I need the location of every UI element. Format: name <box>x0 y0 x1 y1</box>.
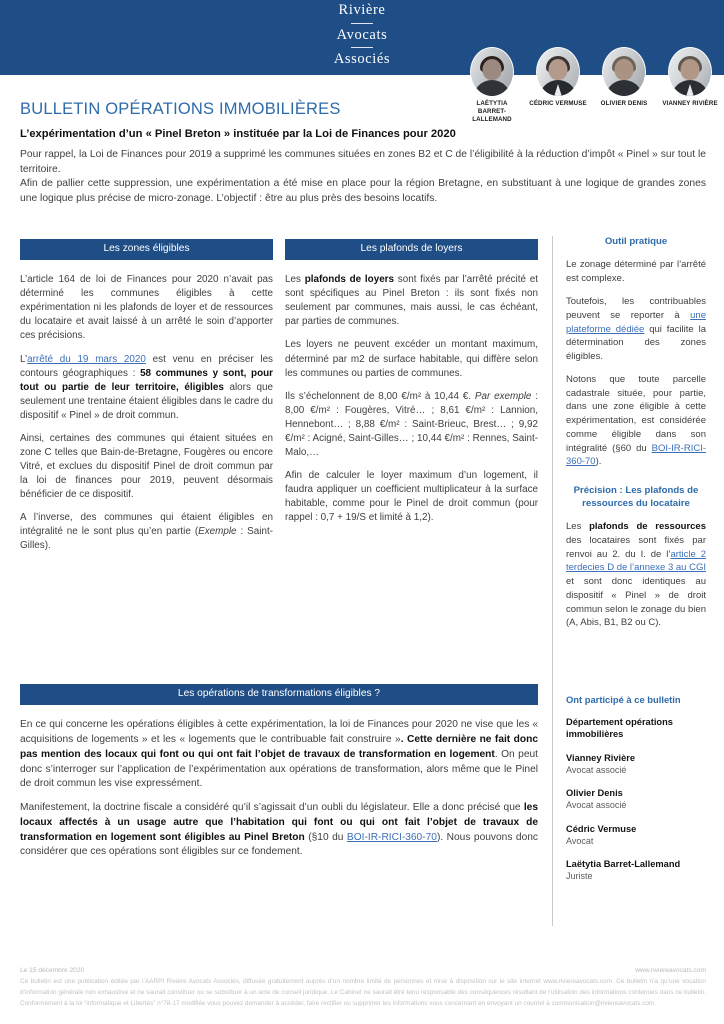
text-fragment: Les <box>285 274 305 286</box>
link-plateforme-dediee[interactable]: une plateforme dédiée <box>566 309 706 335</box>
text-fragment: Les <box>566 521 590 533</box>
sidebar-heading-outil-pratique: Outil pratique <box>604 236 668 247</box>
paragraph <box>285 390 538 460</box>
sidebar-heading-precision-line1: Précision : Les plafonds de <box>573 485 699 497</box>
paragraph: L’article 164 de loi de Finances pour 2020 n’avait pas déterminé les communes éligibles à cette expérimentation ni les plafonds de loyer et de ressources du locataire et avait laissé à un arrêté le soin d’apporter ces précisions. <box>20 274 273 342</box>
participants-department: Département opérations immobilières <box>566 717 673 740</box>
avatar-name-second: BARRET-LALLEMAND <box>472 107 512 123</box>
text-emphasis: . Cette dernière ne fait donc pas mention des locaux qui font ou qui ont fait l’objet de travaux de transformation en logement <box>20 733 538 760</box>
link-article-2-terdecies-d[interactable]: article 2 terdecies D de l’annexe 3 au CGI <box>566 548 707 574</box>
lead-paragraph-2: Afin de pallier cette suppression, une expérimentation a été mise en place pour la région Bretagne, en substituant à une logique de grandes zones une logique plus précise de micro-zonage. L’objectif : être au plus près des besoins locatifs. <box>20 178 706 205</box>
section-header-zones-eligibles: Les zones éligibles <box>20 239 273 260</box>
team-member <box>594 47 654 108</box>
paragraph <box>566 295 706 364</box>
avatar-name: CÉDRIC VERMUSE <box>529 100 587 107</box>
participant-role: Avocat <box>566 835 594 846</box>
paragraph: Afin de calculer le loyer maximum d’un logement, il faudra appliquer un coefficient multiplicateur à la surface habitable, comme pour le Pinel de droit commun (pour rappel : 0,7 + 19/S et limité à 1,2). <box>285 469 538 524</box>
section-header-transformations: Les opérations de transformations éligibles ? <box>20 684 538 705</box>
participant-name: Olivier Denis <box>566 788 623 799</box>
paragraph <box>566 520 706 630</box>
section-transformations <box>20 684 538 869</box>
participant-role: Avocat associé <box>566 800 627 811</box>
avatar-name: LAËTYTIA <box>476 100 508 107</box>
section-header-plafonds-loyers: Les plafonds de loyers <box>285 239 538 260</box>
column-middle-body <box>285 273 538 525</box>
participant-item <box>566 858 711 882</box>
paragraph: Les loyers ne peuvent excéder un montant maximum, déterminé par m2 de surface habitable, qui diffère selon les communes ou parties de communes. <box>285 339 538 379</box>
paragraph: Le zonage déterminé par l’arrêté est complexe. <box>566 259 706 285</box>
avatar <box>602 47 646 97</box>
text-italic: Exemple <box>198 526 237 538</box>
text-fragment: : Saint-Gilles). <box>20 526 273 552</box>
vertical-divider <box>552 236 553 926</box>
avatar-name: OLIVIER DENIS <box>600 100 648 107</box>
team-member <box>660 47 720 108</box>
sidebar-body-precision <box>566 520 706 630</box>
participant-name: Vianney Rivière <box>566 753 636 764</box>
lead-paragraphs <box>20 148 706 207</box>
document-subtitle: L’expérimentation d’un « Pinel Breton » instituée par la Loi de Finances pour 2020 <box>20 128 456 140</box>
text-italic: Par exemple <box>474 390 532 402</box>
text-fragment: En ce qui concerne les opérations éligibles à cette expérimentation, la loi de Finances pour 2020 ne vise que les « acquisitions de logements » et les « logements que le contribuable fait construire » <box>20 719 538 745</box>
text-emphasis: plafonds de ressources <box>589 521 706 533</box>
participant-item <box>566 787 711 811</box>
lead-paragraph-1: Pour rappel, la Loi de Finances pour 2019 a supprimé les communes situées en zones B2 et C de l’éligibilité à la réduction d’impôt « Pinel » sur tout le territoire. <box>20 149 706 175</box>
text-emphasis: 58 communes y sont, pour tout ou partie de leur territoire, éligibles <box>20 367 273 393</box>
text-fragment: Toutefois, les contribuables peuvent se reporter à <box>566 296 706 321</box>
participant-role: Juriste <box>566 870 593 881</box>
column-left <box>20 239 273 562</box>
paragraph <box>20 801 538 860</box>
text-fragment: ). Nous pouvons donc considérer que ces opérations sont éligibles sur ce fondement. <box>20 831 538 858</box>
text-fragment: . On peut donc s’interroger sur l’application de l’expérimentation aux opérations de transformation, alors même que le Pinel de droit commun les vise expressément. <box>20 748 538 790</box>
team-avatars <box>462 47 720 123</box>
text-fragment: Notons que toute parcelle cadastrale située, pour partie, dans une zone éligible à cette expérimentation, est considérée comme éligible dans son intégralité (§60 du <box>566 373 706 454</box>
text-fragment: L’ <box>20 353 28 365</box>
logo-line-riviere: Rivière <box>338 2 386 18</box>
text-fragment: qui facilite la détermination des zones éligibles. <box>566 323 706 363</box>
text-fragment: et sont donc identiques au dispositif « Pinel » de droit commun selon le zonage du bien (A, Abis, B1, B2 ou C). <box>566 576 706 629</box>
avatar <box>536 47 580 97</box>
paragraph <box>20 718 538 792</box>
avatar-name: VIANNEY RIVIÈRE <box>662 100 718 107</box>
text-emphasis: les locaux affectés à un usage autre que l’habitation qui font ou qui ont fait l’objet de travaux de transformation en logement sont éligibles au Pinel Breton <box>20 802 538 843</box>
column-middle <box>285 239 538 534</box>
sidebar-body-outil-pratique <box>566 258 706 469</box>
participant-item <box>566 752 711 776</box>
logo-line-associes: Associés <box>333 51 391 67</box>
section-transformations-body <box>20 718 538 860</box>
paragraph: Ainsi, certaines des communes qui étaient situées en zone C telles que Bain-de-Bretagne, Fougères ou encore Vitré, et exclues du dispositif Pinel de droit commun par la loi de finances pour 2019, peuvent désormais bénéficier de ce dispositif. <box>20 432 273 501</box>
participant-name: Cédric Vermuse <box>566 823 637 834</box>
column-right <box>566 236 706 639</box>
text-fragment: est venu en préciser les contours géographiques : <box>20 353 273 379</box>
team-member <box>462 47 522 123</box>
team-member <box>528 47 588 108</box>
text-fragment: A l’inverse, des communes qui étaient éligibles en intégralité ne le sont plus qu’en partie ( <box>20 512 273 538</box>
participant-role: Avocat associé <box>566 765 627 776</box>
participant-name: Laëtytia Barret-Lallemand <box>566 858 681 869</box>
text-fragment: Ils s’échelonnent de 8,00 €/m² à 10,44 €. <box>285 390 475 402</box>
paragraph <box>285 273 538 329</box>
link-arrete-19-mars-2020[interactable]: arrêté du 19 mars 2020 <box>27 353 146 365</box>
footer-legal-text: Ce bulletin est une publication éditée par l’AARPI Rivière Avocats Associés, diffusée gratuitement auprès d’un nombre limité de personnes et mise à disposition sur le site internet www.riviereavocats.com. Ce bulletin n’a qu’une vocation d’information générale non exhaustive et ne saurait constituer ou se substituer à un acte de conseil juridique. Le Cabinet ne saurait être tenu responsable des conséquences résultant de l’utilisation des informations contenues dans ce bulletin. Conformément à la loi “informatique et Libertés” n°78-17 modifiée vous pouvez demander à accéder, faire rectifier ou supprimer les informations vous concernant en envoyant un courriel à communication@riviereavocats.com. <box>20 978 706 1008</box>
logo-rule-1 <box>351 23 373 24</box>
sidebar-block-precision <box>566 485 706 630</box>
logo-line-avocats: Avocats <box>336 26 388 43</box>
sidebar-heading-precision-line2: ressources du locataire <box>582 497 690 509</box>
text-fragment: des locataires sont fixés par renvoi au 2. du I. de l’ <box>566 534 706 560</box>
page-footer <box>20 967 706 1010</box>
text-fragment: : 8,00 €/m² : Fougères, Vitré… ; 8,61 €/m² : Lannion, Hennebont… ; 8,88 €/m² : Saint-Brieuc, Brest… ; 9,92 €/m² : Acigné, Saint-Gilles… ; 10,44 €/m² : Rennes, Saint-Malo,… <box>285 390 538 458</box>
text-fragment: ). <box>595 456 602 468</box>
participants-section <box>566 694 711 893</box>
logo-rule-2 <box>351 47 373 48</box>
paragraph <box>566 373 706 469</box>
avatar <box>470 47 514 97</box>
link-boi-ir-rici-360-70[interactable]: BOI-IR-RICI-360-70 <box>566 442 706 468</box>
link-boi-ir-rici-360-70-bottom[interactable]: BOI-IR-RICI-360-70 <box>346 831 437 843</box>
text-fragment: Manifestement, la doctrine fiscale a considéré qu’il s’agissait d’un oubli du législateur. Elle a donc précisé que <box>20 802 524 814</box>
paragraph <box>20 511 273 553</box>
text-emphasis: plafonds de loyers <box>304 274 395 286</box>
text-fragment: sont fixés par l’arrêté précité et sont spécifiques au Pinel Breton : ils sont fixés non seulement par communes, mais aussi, le cas échéant, par parties de communes. <box>285 274 538 328</box>
column-left-body <box>20 273 273 553</box>
participant-item <box>566 823 711 847</box>
page-title: BULLETIN OPÉRATIONS IMMOBILIÈRES <box>20 100 341 118</box>
text-fragment: alors que seulement une trentaine étaient éligibles dans le cadre du dispositif « Pinel » de droit commun. <box>20 381 273 421</box>
participants-title: Ont participé à ce bulletin <box>566 694 681 705</box>
footer-date: Le 15 décembre 2020 <box>20 967 85 974</box>
avatar <box>668 47 712 97</box>
footer-website: www.riviereavocats.com <box>635 967 706 974</box>
text-fragment: (§10 du <box>304 831 347 843</box>
footer-top-row <box>20 967 706 974</box>
paragraph <box>20 353 273 423</box>
